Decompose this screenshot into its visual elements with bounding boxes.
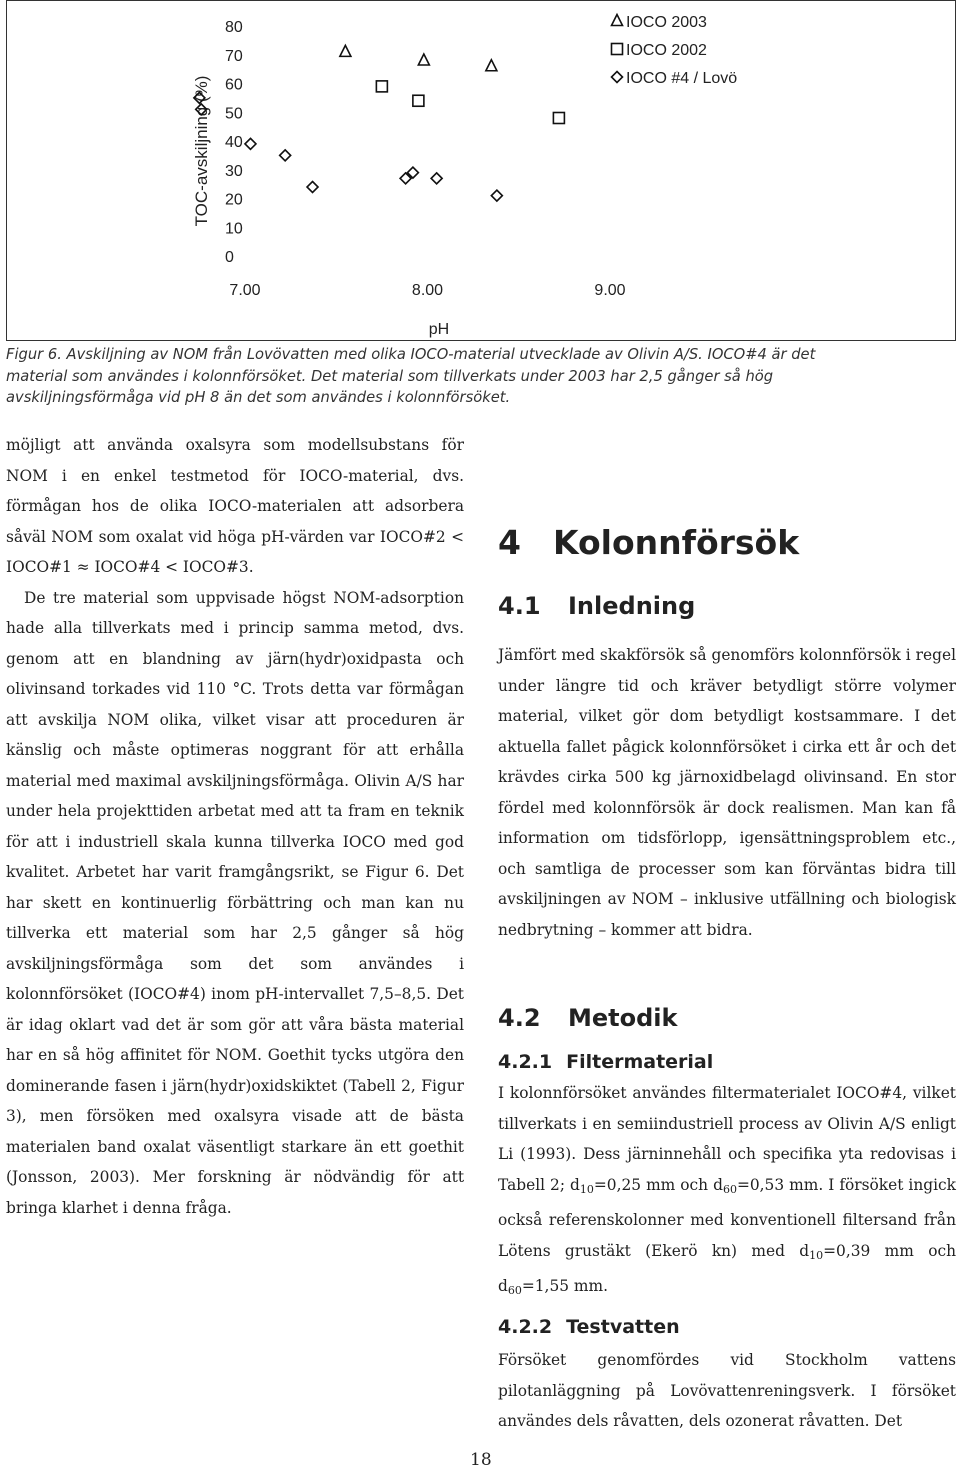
figure-caption	[6, 344, 956, 409]
data-point-square	[553, 113, 564, 124]
section-4-number: 4	[498, 523, 521, 562]
section-4-2-title: Metodik	[568, 1004, 678, 1032]
d60-subscript: 60	[722, 1182, 737, 1196]
page-number: 18	[470, 1450, 492, 1470]
section-4-2-2-body	[498, 1345, 956, 1437]
legend-label: IOCO #4 / Lovö	[626, 70, 738, 87]
y-tick-label: 30	[225, 162, 243, 180]
x-tick-label: 8.00	[411, 282, 444, 299]
x-tick-label: 7.00	[229, 282, 261, 299]
data-point-square	[413, 95, 424, 106]
figure-6-chart	[6, 0, 956, 341]
y-tick-label: 50	[225, 105, 243, 123]
data-point-triangle	[418, 54, 429, 65]
section-4-title: Kolonnförsök	[552, 523, 800, 562]
data-point-diamond	[245, 138, 256, 149]
legend-label: IOCO 2002	[626, 42, 707, 59]
y-tick-label: 40	[225, 134, 243, 151]
section-4-2-1-title: Filtermaterial	[566, 1051, 714, 1073]
y-axis-label: TOC-avskiljning (%)	[192, 75, 211, 227]
legend-marker-diamond	[612, 72, 623, 83]
y-tick-label: 70	[225, 47, 243, 65]
data-point-diamond	[307, 182, 318, 193]
section-4-2-heading	[498, 1004, 678, 1032]
section-4-1-title: Inledning	[568, 592, 696, 620]
data-point-triangle	[340, 45, 351, 56]
filtermaterial-text-a: I kolonnförsöket användes filtermaterialet IOCO#4, vilket tillverkats i en semiindustriell process av Olivin A/S enligt Li (1993). Dess järninnehåll och specifika yta redovisas i Tabell 2; d	[498, 1084, 956, 1194]
filtermaterial-text-c: =0,53 mm. I försöket ingick också referenskolonner med konventionell filtersand från Lötens grustäkt (Ekerö kn) med d	[498, 1175, 956, 1260]
caption-line-3: avskiljningsförmåga vid pH 8 än det som användes i kolonnförsöket.	[6, 389, 511, 406]
d60-subscript-2: 60	[507, 1284, 522, 1297]
x-axis-label: pH	[428, 321, 450, 338]
section-4-1-number: 4.1	[498, 592, 541, 620]
data-point-diamond	[491, 190, 502, 201]
data-point-diamond	[431, 173, 442, 184]
left-paragraph-2: De tre material som uppvisade högst NOM-adsorption hade alla tillverkats med i princip samma metod, dvs. genom att en blandning av järn(hydr)oxidpasta och olivinsand torkades vid 110 °C. Trots detta var förmågan att avskilja NOM olika, vilket visar att proceduren är känslig och måste optimeras noggrant för att erhålla material med maximal avskiljningsförmåga. Olivin A/S har under hela projekttiden arbetat med att ta fram en teknik för att i industriell skala kunna tillverka IOCO med god kvalitet. Arbetet har varit framgångsrikt, se Figur 6. Det har skett en kontinuerlig förbättring och man kan nu tillverka ett material som har 2,5 gånger så hög avskiljningsförmåga som det som användes i kolonnförsöket (IOCO#4) inom pH-intervallet 7,5–8,5. Det är idag oklart vad det är som gör att våra bästa material har en så hög affinitet för NOM. Goethit tycks utgöra den dominerande fasen i järn(hydr)oxidskiktet (Tabell 2, Figur 3), men försöken med oxalsyra visade att de bästa materialen band oxalat väsentligt starkare än ett goethit (Jonsson, 2003). Mer forskning är nödvändig för att bringa klarhet i denna fråga.	[6, 588, 464, 1217]
data-point-diamond	[280, 150, 291, 161]
section-4-1-heading	[498, 592, 695, 620]
filtermaterial-text-d: =0,39 mm och d	[498, 1241, 956, 1295]
x-tick-label: 9.00	[594, 282, 626, 299]
data-point-triangle	[486, 60, 497, 71]
section-4-heading	[498, 523, 799, 562]
left-column	[6, 430, 464, 1223]
legend-label: IOCO 2003	[626, 14, 707, 31]
section-4-1-text: Jämfört med skakförsök så genomförs kolonnförsök i regel under längre tid och kräver betydligt större volymer material, vilket gör dom betydligt kostsammare. I det aktuella fallet pågick kolonnförsöket i cirka ett år och det krävdes cirka 500 kg järnoxidbelagd olivinsand. En stor fördel med kolonnförsök är dock realismen. Man kan få information om tidsförlopp, igensättningsproblem etc., och samtliga de processer som kan förväntas bidra till avskiljningen av NOM – inklusive utfällning och biologisk nedbrytning – kommer att bidra.	[498, 646, 956, 939]
section-4-2-number: 4.2	[498, 1004, 541, 1032]
section-4-2-2-title: Testvatten	[566, 1316, 680, 1338]
y-tick-label: 20	[225, 191, 243, 209]
caption-line-1: Figur 6. Avskiljning av NOM från Lovövatten med olika IOCO-material utvecklade av Olivin A/S. IOCO#4 är det	[6, 346, 816, 363]
y-tick-label: 10	[225, 220, 243, 238]
y-tick-label: 0	[225, 249, 234, 266]
filtermaterial-text-b: =0,25 mm och d	[593, 1175, 723, 1194]
section-4-2-2-heading	[498, 1316, 680, 1338]
caption-line-2: material som användes i kolonnförsöket. Det material som tillverkats under 2003 har 2,5 gånger så hög	[6, 367, 774, 385]
filtermaterial-text-e: =1,55 mm.	[521, 1277, 608, 1295]
section-4-2-1-body	[498, 1078, 956, 1307]
section-4-2-1-heading	[498, 1051, 713, 1073]
d10-subscript: 10	[579, 1182, 594, 1196]
legend-marker-triangle	[612, 15, 623, 26]
scatter-plot	[7, 1, 955, 340]
d10-subscript-2: 10	[809, 1248, 824, 1262]
data-point-square	[376, 81, 387, 92]
section-4-2-2-number: 4.2.2	[498, 1316, 553, 1338]
section-4-2-2-text: Försöket genomfördes vid Stockholm vattens pilotanläggning på Lovövattenreningsverk. I försöket användes dels råvatten, dels ozonerat råvatten. Det	[498, 1351, 956, 1430]
y-tick-label: 80	[225, 19, 243, 36]
section-4-2-1-text	[498, 1078, 956, 1307]
left-paragraph-1: möjligt att använda oxalsyra som modellsubstans för NOM i en enkel testmetod för IOCO-material, dvs. förmågan hos de olika IOCO-materialen att adsorbera såväl NOM som oxalat vid höga pH-värden var IOCO#2 < IOCO#1 ≈ IOCO#4 < IOCO#3.	[6, 436, 464, 576]
section-4-2-1-number: 4.2.1	[498, 1051, 553, 1073]
right-column-intro	[498, 640, 956, 945]
y-tick-label: 60	[225, 76, 243, 94]
legend-marker-square	[612, 44, 623, 55]
